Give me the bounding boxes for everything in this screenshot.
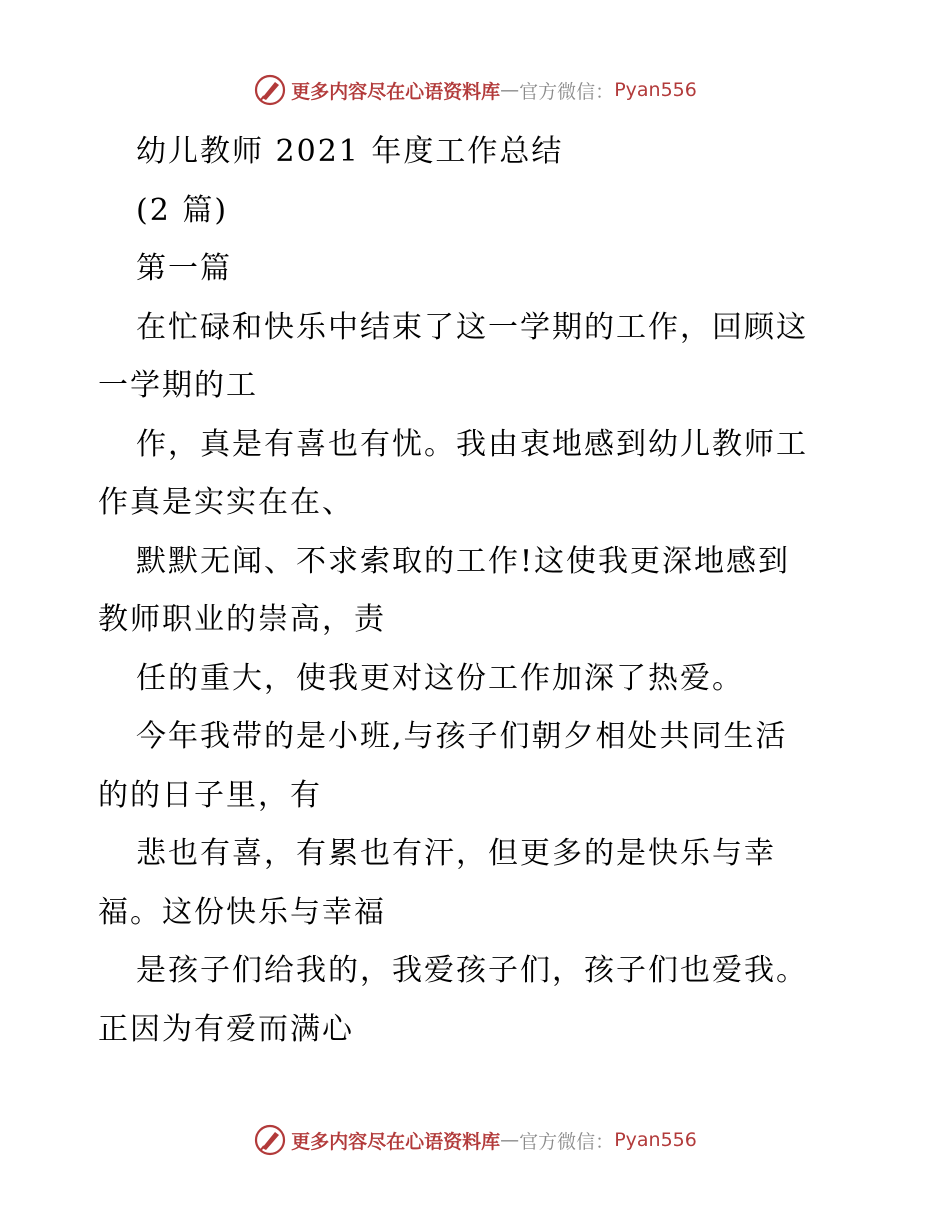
text-line: 在忙碌和快乐中结束了这一学期的工作，回顾这 <box>136 309 808 345</box>
text-line: 默默无闻、不求索取的工作!这使我更深地感到 <box>136 543 791 579</box>
quill-pen-logo-icon <box>253 73 287 107</box>
text-line: 教师职业的崇高，责 <box>98 602 386 637</box>
text-line: 悲也有喜，有累也有汗，但更多的是快乐与幸 <box>136 836 776 871</box>
text-line: 是孩子们给我的，我爱孩子们，孩子们也爱我。 <box>136 953 808 988</box>
watermark-separator: — <box>500 79 520 101</box>
watermark-wechat-id: Pyan556 <box>614 1129 697 1151</box>
watermark-wechat-label: 官方微信： <box>519 80 615 103</box>
watermark-brand: 更多内容尽在心语资料库 <box>291 80 501 103</box>
text-line: 福。这份快乐与幸福 <box>98 894 386 930</box>
section-heading: 第一篇 <box>136 251 232 286</box>
watermark-separator: — <box>500 1129 520 1151</box>
watermark-wechat-label: 官方微信： <box>519 1130 615 1153</box>
text-line: 作真是实实在在、 <box>98 485 354 520</box>
document-subtitle: (2 篇) <box>136 192 229 228</box>
text-line: 今年我带的是小班,与孩子们朝夕相处共同生活 <box>136 719 788 754</box>
text-line: 任的重大，使我更对这份工作加深了热爱。 <box>136 660 744 696</box>
watermark-wechat-id: Pyan556 <box>614 79 697 101</box>
text-line: 正因为有爱而满心 <box>98 1011 354 1047</box>
watermark-brand: 更多内容尽在心语资料库 <box>291 1130 501 1153</box>
watermark-header <box>0 70 950 110</box>
text-line: 的的日子里，有 <box>98 777 322 813</box>
text-line: 一学期的工 <box>98 368 258 403</box>
quill-pen-logo-icon <box>253 1123 287 1157</box>
watermark-footer <box>0 1120 950 1160</box>
text-line: 作，真是有喜也有忧。我由衷地感到幼儿教师工 <box>136 426 808 462</box>
document-title: 幼儿教师 2021 年度工作总结 <box>136 134 564 169</box>
document-body <box>98 123 858 1059</box>
